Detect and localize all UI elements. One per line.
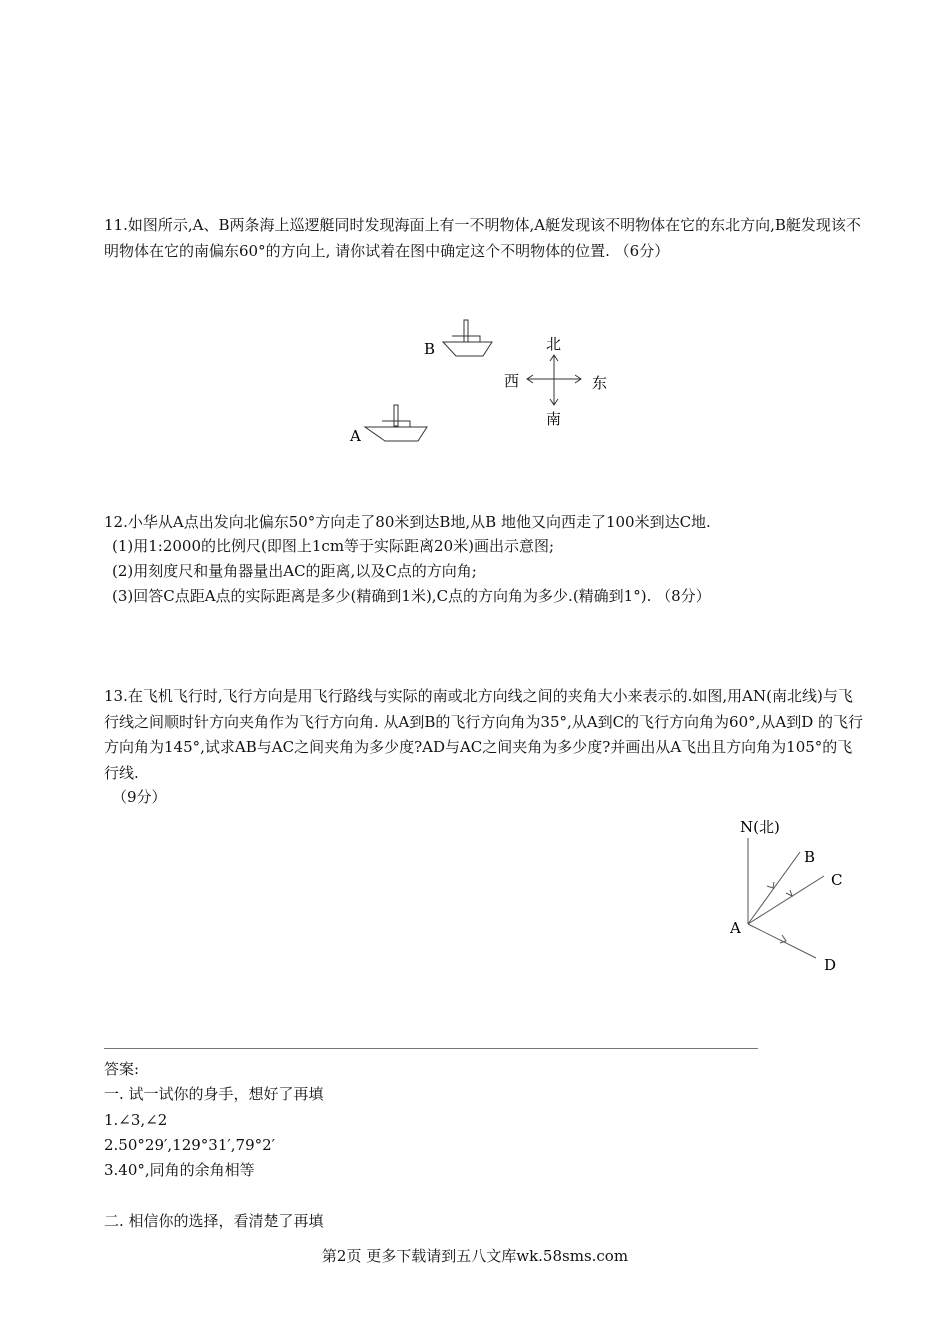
question-12-item-1: (1)用1:2000的比例尺(即图上1cm等于实际距离20米)画出示意图; [112,537,555,555]
answers-heading: 答案: [104,1060,140,1078]
compass-north: 北 [546,335,562,353]
divider [104,1048,758,1049]
question-12-text: 12.小华从A点出发向北偏东50°方向走了80米到达B地,从B 地他又向西走了100米到达C地. [104,513,711,531]
label-c: C [831,871,843,889]
question-12-item-3: (3)回答C点距A点的实际距离是多少(精确到1米),C点的方向角为多少.(精确到1°). （8分） [112,587,711,605]
boat-b-label: B [424,340,436,358]
page-footer: 第2页 更多下载请到五八文库wk.58sms.com [321,1247,629,1265]
question-12-item-2: (2)用刻度尺和量角器量出AC的距离,以及C点的方向角; [112,562,477,580]
compass-icon [527,355,581,405]
answer-line-2: 2.50°29′,129°31′,79°2′ [104,1136,276,1154]
answers-section-1: 一. 试一试你的身手，想好了再填 [104,1085,324,1103]
label-b: B [804,848,816,866]
answer-line-1: 1.∠3,∠2 [104,1111,168,1129]
question-11-text: 11.如图所示,A、B两条海上巡逻艇同时发现海面上有一不明物体,A艇发现该不明物体在它的东北方向,B艇发现该不明物体在它的南偏东60°的方向上, 请你试着在图中确定这个不明物体的位置. （6分） [104,216,861,260]
label-a: A [730,919,741,937]
answer-line-3: 3.40°,同角的余角相等 [104,1161,255,1179]
boat-a-label: A [350,427,361,445]
ray-ab [748,852,800,924]
label-d: D [824,956,837,974]
ray-ac [748,876,824,924]
compass-south: 南 [546,410,562,428]
question-13-score: （9分） [112,788,167,806]
q11-figure [340,310,640,450]
question-13-text: 13.在飞机飞行时,飞行方向是用飞行路线与实际的南或北方向线之间的夹角大小来表示的.如图,用AN(南北线)与飞行线之间顺时针方向夹角作为飞行方向角. 从A到B的飞行方向角为35°,从A到C的飞行方向角为60°,从A到D 的飞行方向角为145°,试求AB与AC之间夹角为多少度?AD与AC之间夹角为多少度?并画出从A飞出且方向角为105°的飞行线. [104,687,864,782]
compass-east: 东 [592,374,608,392]
arrow-ab-icon [767,882,774,888]
answers-section-2: 二. 相信你的选择，看清楚了再填 [104,1212,324,1230]
compass-west: 西 [504,372,520,390]
arrow-ac-icon [786,890,792,896]
arrow-ad-icon [780,935,786,943]
boat-b-icon [443,320,492,356]
label-north: N(北) [740,818,780,836]
q13-figure [720,812,860,982]
ray-ad [748,924,816,958]
boat-a-icon [365,405,427,441]
